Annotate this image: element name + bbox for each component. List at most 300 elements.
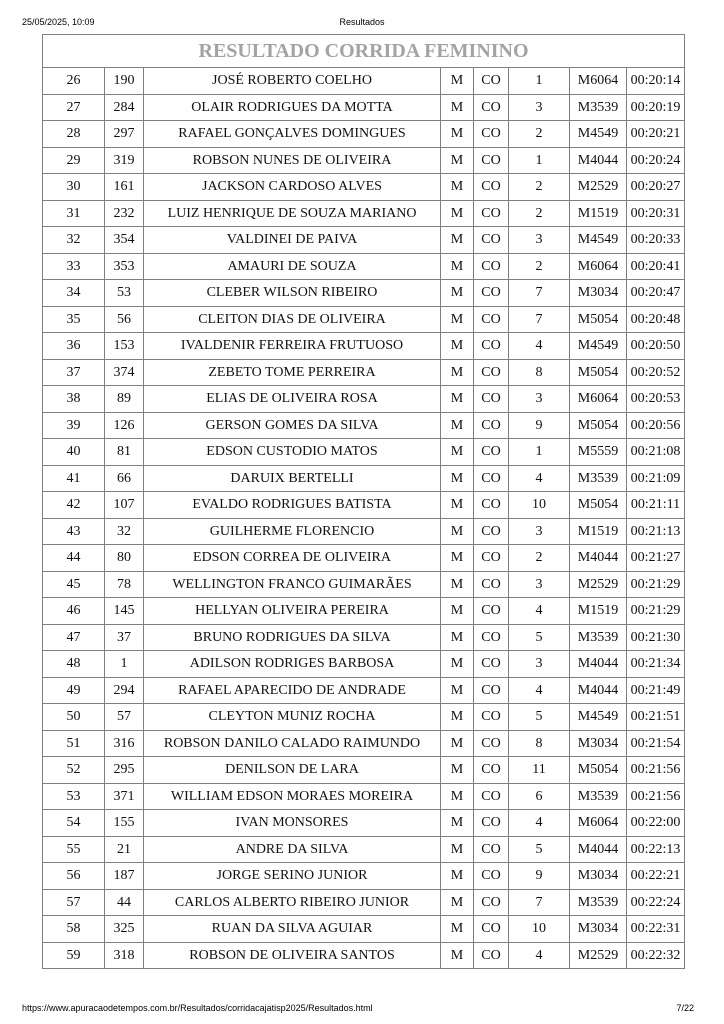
cell-sex: M xyxy=(441,757,474,784)
cell-athlete-name: CLEBER WILSON RIBEIRO xyxy=(144,280,441,307)
table-row xyxy=(43,200,685,227)
cell-time: 00:21:27 xyxy=(627,545,685,572)
table-row xyxy=(43,571,685,598)
cell-category: M4549 xyxy=(570,333,627,360)
cell-athlete-name: RUAN DA SILVA AGUIAR xyxy=(144,916,441,943)
results-body xyxy=(43,68,685,969)
cell-athlete-name: DARUIX BERTELLI xyxy=(144,465,441,492)
cell-category-position: 3 xyxy=(509,518,570,545)
cell-position: 41 xyxy=(43,465,105,492)
cell-athlete-name: RAFAEL GONÇALVES DOMINGUES xyxy=(144,121,441,148)
table-row xyxy=(43,492,685,519)
cell-team: CO xyxy=(474,68,509,95)
cell-category-position: 3 xyxy=(509,94,570,121)
cell-sex: M xyxy=(441,200,474,227)
cell-position: 45 xyxy=(43,571,105,598)
cell-category-position: 3 xyxy=(509,651,570,678)
cell-sex: M xyxy=(441,571,474,598)
print-page-number: 7/22 xyxy=(676,1003,694,1013)
cell-category: M6064 xyxy=(570,253,627,280)
cell-team: CO xyxy=(474,836,509,863)
table-row xyxy=(43,306,685,333)
cell-category: M2529 xyxy=(570,571,627,598)
cell-category-position: 2 xyxy=(509,174,570,201)
cell-sex: M xyxy=(441,651,474,678)
cell-athlete-name: JORGE SERINO JUNIOR xyxy=(144,863,441,890)
cell-team: CO xyxy=(474,863,509,890)
cell-sex: M xyxy=(441,783,474,810)
cell-category-position: 3 xyxy=(509,386,570,413)
cell-athlete-name: ROBSON NUNES DE OLIVEIRA xyxy=(144,147,441,174)
cell-team: CO xyxy=(474,598,509,625)
cell-category: M5559 xyxy=(570,439,627,466)
cell-athlete-name: EDSON CUSTODIO MATOS xyxy=(144,439,441,466)
cell-sex: M xyxy=(441,598,474,625)
cell-category-position: 1 xyxy=(509,68,570,95)
cell-position: 31 xyxy=(43,200,105,227)
cell-position: 44 xyxy=(43,545,105,572)
cell-position: 26 xyxy=(43,68,105,95)
cell-category: M1519 xyxy=(570,598,627,625)
cell-team: CO xyxy=(474,306,509,333)
cell-category-position: 3 xyxy=(509,571,570,598)
cell-bib: 66 xyxy=(105,465,144,492)
cell-athlete-name: LUIZ HENRIQUE DE SOUZA MARIANO xyxy=(144,200,441,227)
cell-team: CO xyxy=(474,439,509,466)
cell-team: CO xyxy=(474,757,509,784)
cell-athlete-name: IVAN MONSORES xyxy=(144,810,441,837)
cell-sex: M xyxy=(441,730,474,757)
cell-team: CO xyxy=(474,227,509,254)
cell-position: 28 xyxy=(43,121,105,148)
cell-sex: M xyxy=(441,439,474,466)
cell-sex: M xyxy=(441,916,474,943)
cell-team: CO xyxy=(474,916,509,943)
cell-position: 55 xyxy=(43,836,105,863)
cell-category-position: 10 xyxy=(509,492,570,519)
cell-position: 49 xyxy=(43,677,105,704)
cell-category: M4044 xyxy=(570,836,627,863)
cell-category-position: 2 xyxy=(509,121,570,148)
cell-team: CO xyxy=(474,333,509,360)
table-row xyxy=(43,465,685,492)
cell-position: 36 xyxy=(43,333,105,360)
cell-category: M5054 xyxy=(570,757,627,784)
cell-position: 47 xyxy=(43,624,105,651)
cell-bib: 161 xyxy=(105,174,144,201)
cell-category: M6064 xyxy=(570,68,627,95)
cell-athlete-name: ADILSON RODRIGES BARBOSA xyxy=(144,651,441,678)
cell-position: 34 xyxy=(43,280,105,307)
cell-category-position: 2 xyxy=(509,200,570,227)
cell-bib: 318 xyxy=(105,942,144,969)
cell-time: 00:21:56 xyxy=(627,757,685,784)
cell-category-position: 10 xyxy=(509,916,570,943)
cell-athlete-name: OLAIR RODRIGUES DA MOTTA xyxy=(144,94,441,121)
cell-category: M5054 xyxy=(570,306,627,333)
table-row xyxy=(43,439,685,466)
cell-category: M4549 xyxy=(570,121,627,148)
cell-team: CO xyxy=(474,253,509,280)
cell-category: M4044 xyxy=(570,545,627,572)
cell-bib: 56 xyxy=(105,306,144,333)
cell-category: M2529 xyxy=(570,174,627,201)
cell-position: 50 xyxy=(43,704,105,731)
cell-team: CO xyxy=(474,783,509,810)
cell-athlete-name: CARLOS ALBERTO RIBEIRO JUNIOR xyxy=(144,889,441,916)
cell-team: CO xyxy=(474,94,509,121)
table-title: RESULTADO CORRIDA FEMININO xyxy=(43,35,685,68)
cell-category-position: 4 xyxy=(509,677,570,704)
cell-position: 42 xyxy=(43,492,105,519)
cell-sex: M xyxy=(441,94,474,121)
cell-sex: M xyxy=(441,545,474,572)
cell-bib: 354 xyxy=(105,227,144,254)
cell-athlete-name: ANDRE DA SILVA xyxy=(144,836,441,863)
cell-team: CO xyxy=(474,386,509,413)
cell-team: CO xyxy=(474,545,509,572)
print-url: https://www.apuracaodetempos.com.br/Resultados/corridacajatisp2025/Resultados.html xyxy=(22,1003,373,1013)
cell-category: M4549 xyxy=(570,227,627,254)
cell-category: M3539 xyxy=(570,465,627,492)
cell-bib: 126 xyxy=(105,412,144,439)
cell-team: CO xyxy=(474,280,509,307)
cell-category-position: 7 xyxy=(509,280,570,307)
results-table xyxy=(42,34,685,969)
cell-category: M4549 xyxy=(570,704,627,731)
cell-bib: 353 xyxy=(105,253,144,280)
cell-category-position: 1 xyxy=(509,147,570,174)
cell-bib: 294 xyxy=(105,677,144,704)
cell-category: M6064 xyxy=(570,386,627,413)
cell-athlete-name: JOSÉ ROBERTO COELHO xyxy=(144,68,441,95)
table-row xyxy=(43,863,685,890)
cell-category: M6064 xyxy=(570,810,627,837)
cell-team: CO xyxy=(474,942,509,969)
table-row xyxy=(43,227,685,254)
cell-athlete-name: ZEBETO TOME PERREIRA xyxy=(144,359,441,386)
cell-position: 35 xyxy=(43,306,105,333)
cell-category: M3539 xyxy=(570,783,627,810)
cell-time: 00:21:56 xyxy=(627,783,685,810)
cell-time: 00:21:34 xyxy=(627,651,685,678)
table-row xyxy=(43,651,685,678)
table-row xyxy=(43,916,685,943)
cell-sex: M xyxy=(441,704,474,731)
cell-time: 00:21:54 xyxy=(627,730,685,757)
cell-category: M3539 xyxy=(570,94,627,121)
cell-category-position: 4 xyxy=(509,810,570,837)
cell-team: CO xyxy=(474,624,509,651)
cell-bib: 232 xyxy=(105,200,144,227)
cell-time: 00:22:21 xyxy=(627,863,685,890)
cell-position: 54 xyxy=(43,810,105,837)
cell-category: M2529 xyxy=(570,942,627,969)
table-row xyxy=(43,942,685,969)
cell-bib: 53 xyxy=(105,280,144,307)
table-row xyxy=(43,783,685,810)
cell-sex: M xyxy=(441,306,474,333)
table-row xyxy=(43,836,685,863)
table-row xyxy=(43,121,685,148)
cell-bib: 89 xyxy=(105,386,144,413)
cell-time: 00:21:11 xyxy=(627,492,685,519)
cell-category: M3539 xyxy=(570,889,627,916)
cell-bib: 187 xyxy=(105,863,144,890)
cell-category-position: 3 xyxy=(509,227,570,254)
cell-time: 00:20:56 xyxy=(627,412,685,439)
cell-position: 46 xyxy=(43,598,105,625)
cell-sex: M xyxy=(441,174,474,201)
cell-team: CO xyxy=(474,147,509,174)
cell-athlete-name: RAFAEL APARECIDO DE ANDRADE xyxy=(144,677,441,704)
cell-athlete-name: GUILHERME FLORENCIO xyxy=(144,518,441,545)
cell-category-position: 7 xyxy=(509,889,570,916)
cell-time: 00:21:09 xyxy=(627,465,685,492)
cell-category: M3539 xyxy=(570,624,627,651)
table-row xyxy=(43,280,685,307)
cell-time: 00:20:19 xyxy=(627,94,685,121)
cell-athlete-name: BRUNO RODRIGUES DA SILVA xyxy=(144,624,441,651)
cell-bib: 107 xyxy=(105,492,144,519)
cell-team: CO xyxy=(474,651,509,678)
cell-position: 29 xyxy=(43,147,105,174)
cell-time: 00:20:24 xyxy=(627,147,685,174)
cell-bib: 80 xyxy=(105,545,144,572)
cell-position: 27 xyxy=(43,94,105,121)
cell-athlete-name: EDSON CORREA DE OLIVEIRA xyxy=(144,545,441,572)
cell-position: 51 xyxy=(43,730,105,757)
cell-time: 00:21:49 xyxy=(627,677,685,704)
cell-bib: 21 xyxy=(105,836,144,863)
cell-sex: M xyxy=(441,465,474,492)
table-title-row xyxy=(43,35,685,68)
cell-team: CO xyxy=(474,571,509,598)
table-row xyxy=(43,704,685,731)
cell-category: M5054 xyxy=(570,412,627,439)
cell-category: M4044 xyxy=(570,147,627,174)
cell-time: 00:20:53 xyxy=(627,386,685,413)
table-row xyxy=(43,545,685,572)
cell-position: 57 xyxy=(43,889,105,916)
cell-athlete-name: CLEYTON MUNIZ ROCHA xyxy=(144,704,441,731)
cell-category-position: 4 xyxy=(509,465,570,492)
cell-sex: M xyxy=(441,359,474,386)
cell-team: CO xyxy=(474,810,509,837)
cell-position: 40 xyxy=(43,439,105,466)
cell-sex: M xyxy=(441,333,474,360)
cell-time: 00:20:33 xyxy=(627,227,685,254)
cell-sex: M xyxy=(441,227,474,254)
cell-bib: 295 xyxy=(105,757,144,784)
cell-position: 33 xyxy=(43,253,105,280)
cell-team: CO xyxy=(474,704,509,731)
cell-time: 00:20:31 xyxy=(627,200,685,227)
cell-category-position: 9 xyxy=(509,863,570,890)
cell-time: 00:22:13 xyxy=(627,836,685,863)
cell-category: M5054 xyxy=(570,359,627,386)
cell-bib: 374 xyxy=(105,359,144,386)
cell-bib: 1 xyxy=(105,651,144,678)
table-row xyxy=(43,624,685,651)
cell-athlete-name: JACKSON CARDOSO ALVES xyxy=(144,174,441,201)
cell-team: CO xyxy=(474,412,509,439)
table-row xyxy=(43,147,685,174)
cell-team: CO xyxy=(474,730,509,757)
table-row xyxy=(43,359,685,386)
cell-athlete-name: VALDINEI DE PAIVA xyxy=(144,227,441,254)
cell-sex: M xyxy=(441,147,474,174)
cell-sex: M xyxy=(441,121,474,148)
cell-athlete-name: ELIAS DE OLIVEIRA ROSA xyxy=(144,386,441,413)
cell-athlete-name: WELLINGTON FRANCO GUIMARÃES xyxy=(144,571,441,598)
cell-bib: 371 xyxy=(105,783,144,810)
cell-team: CO xyxy=(474,174,509,201)
table-row xyxy=(43,730,685,757)
cell-category-position: 8 xyxy=(509,730,570,757)
cell-bib: 325 xyxy=(105,916,144,943)
cell-category-position: 5 xyxy=(509,836,570,863)
cell-category: M1519 xyxy=(570,200,627,227)
cell-sex: M xyxy=(441,889,474,916)
cell-category-position: 4 xyxy=(509,942,570,969)
cell-position: 38 xyxy=(43,386,105,413)
cell-time: 00:22:24 xyxy=(627,889,685,916)
cell-category-position: 2 xyxy=(509,545,570,572)
table-row xyxy=(43,598,685,625)
cell-team: CO xyxy=(474,121,509,148)
table-row xyxy=(43,174,685,201)
table-row xyxy=(43,677,685,704)
cell-sex: M xyxy=(441,68,474,95)
cell-sex: M xyxy=(441,253,474,280)
cell-sex: M xyxy=(441,863,474,890)
cell-category-position: 6 xyxy=(509,783,570,810)
cell-time: 00:21:29 xyxy=(627,571,685,598)
print-page-title: Resultados xyxy=(339,17,385,27)
table-row xyxy=(43,94,685,121)
cell-time: 00:21:13 xyxy=(627,518,685,545)
cell-bib: 190 xyxy=(105,68,144,95)
cell-bib: 81 xyxy=(105,439,144,466)
cell-category-position: 5 xyxy=(509,704,570,731)
cell-team: CO xyxy=(474,889,509,916)
cell-time: 00:20:21 xyxy=(627,121,685,148)
cell-sex: M xyxy=(441,280,474,307)
cell-position: 56 xyxy=(43,863,105,890)
cell-category-position: 4 xyxy=(509,333,570,360)
cell-sex: M xyxy=(441,518,474,545)
cell-time: 00:20:47 xyxy=(627,280,685,307)
cell-position: 48 xyxy=(43,651,105,678)
cell-athlete-name: WILLIAM EDSON MORAES MOREIRA xyxy=(144,783,441,810)
table-row xyxy=(43,68,685,95)
cell-sex: M xyxy=(441,836,474,863)
cell-category: M3034 xyxy=(570,916,627,943)
cell-sex: M xyxy=(441,492,474,519)
cell-position: 39 xyxy=(43,412,105,439)
cell-athlete-name: CLEITON DIAS DE OLIVEIRA xyxy=(144,306,441,333)
cell-bib: 297 xyxy=(105,121,144,148)
cell-time: 00:20:50 xyxy=(627,333,685,360)
print-datetime: 25/05/2025, 10:09 xyxy=(22,17,95,27)
cell-bib: 153 xyxy=(105,333,144,360)
cell-bib: 44 xyxy=(105,889,144,916)
cell-category-position: 1 xyxy=(509,439,570,466)
cell-time: 00:21:30 xyxy=(627,624,685,651)
table-row xyxy=(43,889,685,916)
cell-position: 37 xyxy=(43,359,105,386)
cell-bib: 145 xyxy=(105,598,144,625)
cell-position: 43 xyxy=(43,518,105,545)
cell-team: CO xyxy=(474,518,509,545)
cell-category: M3034 xyxy=(570,280,627,307)
cell-bib: 319 xyxy=(105,147,144,174)
cell-position: 52 xyxy=(43,757,105,784)
cell-category: M3034 xyxy=(570,730,627,757)
cell-time: 00:20:52 xyxy=(627,359,685,386)
table-row xyxy=(43,518,685,545)
cell-time: 00:21:29 xyxy=(627,598,685,625)
cell-sex: M xyxy=(441,810,474,837)
cell-team: CO xyxy=(474,200,509,227)
cell-category-position: 8 xyxy=(509,359,570,386)
cell-category-position: 2 xyxy=(509,253,570,280)
cell-bib: 155 xyxy=(105,810,144,837)
cell-position: 30 xyxy=(43,174,105,201)
cell-category-position: 7 xyxy=(509,306,570,333)
cell-bib: 37 xyxy=(105,624,144,651)
cell-team: CO xyxy=(474,465,509,492)
cell-category-position: 9 xyxy=(509,412,570,439)
cell-time: 00:20:41 xyxy=(627,253,685,280)
cell-time: 00:20:48 xyxy=(627,306,685,333)
table-row xyxy=(43,810,685,837)
table-row xyxy=(43,386,685,413)
cell-sex: M xyxy=(441,677,474,704)
cell-time: 00:22:31 xyxy=(627,916,685,943)
cell-athlete-name: ROBSON DANILO CALADO RAIMUNDO xyxy=(144,730,441,757)
table-row xyxy=(43,253,685,280)
cell-category: M4044 xyxy=(570,651,627,678)
cell-time: 00:21:51 xyxy=(627,704,685,731)
cell-sex: M xyxy=(441,624,474,651)
cell-athlete-name: ROBSON DE OLIVEIRA SANTOS xyxy=(144,942,441,969)
cell-position: 58 xyxy=(43,916,105,943)
cell-team: CO xyxy=(474,492,509,519)
cell-category: M3034 xyxy=(570,863,627,890)
cell-time: 00:22:00 xyxy=(627,810,685,837)
cell-sex: M xyxy=(441,386,474,413)
cell-team: CO xyxy=(474,359,509,386)
cell-athlete-name: AMAURI DE SOUZA xyxy=(144,253,441,280)
cell-athlete-name: DENILSON DE LARA xyxy=(144,757,441,784)
cell-bib: 316 xyxy=(105,730,144,757)
cell-athlete-name: EVALDO RODRIGUES BATISTA xyxy=(144,492,441,519)
cell-athlete-name: GERSON GOMES DA SILVA xyxy=(144,412,441,439)
cell-bib: 57 xyxy=(105,704,144,731)
cell-bib: 32 xyxy=(105,518,144,545)
cell-time: 00:20:27 xyxy=(627,174,685,201)
cell-athlete-name: HELLYAN OLIVEIRA PEREIRA xyxy=(144,598,441,625)
cell-bib: 78 xyxy=(105,571,144,598)
table-row xyxy=(43,412,685,439)
cell-category: M5054 xyxy=(570,492,627,519)
cell-bib: 284 xyxy=(105,94,144,121)
table-row xyxy=(43,757,685,784)
cell-category-position: 4 xyxy=(509,598,570,625)
cell-category-position: 11 xyxy=(509,757,570,784)
